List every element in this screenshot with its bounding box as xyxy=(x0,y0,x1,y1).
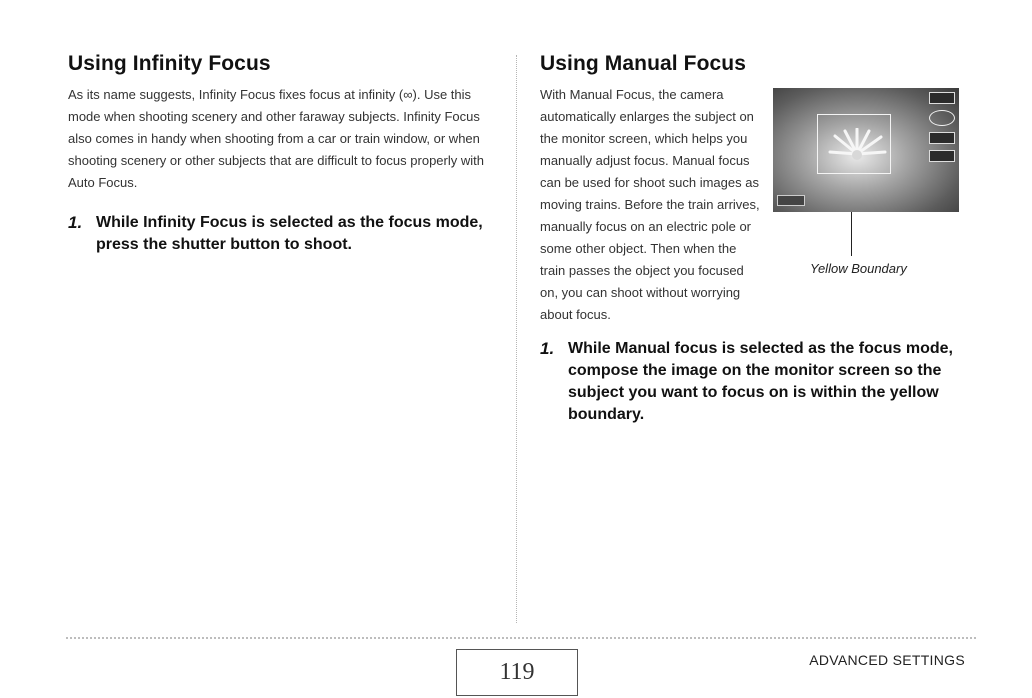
focus-mode-icon xyxy=(929,110,955,126)
infinity-focus-heading: Using Infinity Focus xyxy=(68,52,271,75)
monitor-screen-image xyxy=(773,88,959,212)
mode-icon xyxy=(929,92,955,104)
manual-focus-step xyxy=(540,338,980,426)
camera-status-icons xyxy=(929,92,955,168)
step-number: 1. xyxy=(540,339,555,358)
step-number: 1. xyxy=(68,213,83,232)
iso-icon xyxy=(929,132,955,144)
battery-icon xyxy=(777,195,805,206)
manual-focus-heading: Using Manual Focus xyxy=(540,52,746,75)
flower-subject xyxy=(827,128,887,164)
section-name: ADVANCED SETTINGS xyxy=(809,652,965,668)
step-text: While Infinity Focus is selected as the focus mode, press the shutter button to shoot. xyxy=(96,214,483,253)
infinity-focus-paragraph: As its name suggests, Infinity Focus fixes focus at infinity (∞). Use this mode when shooting scenery and other faraway subjects. Infinity Focus also comes in handy when shooting from a car or train window, or when shooting scenery or other subjects that are difficult to focus properly with Auto Focus. xyxy=(68,87,484,190)
figure-caption: Yellow Boundary xyxy=(810,261,907,276)
column-divider xyxy=(516,55,517,623)
left-column xyxy=(68,52,498,256)
manual-focus-paragraph: With Manual Focus, the camera automatically enlarges the subject on the monitor screen, which helps you manually adjust focus. Manual focus can be used for shoot such images as moving trains. Before the train arrives, manually focus on an electric pole or some other object. Then when the train passes the object you focused on, you can shoot without worrying about focus. xyxy=(540,87,760,322)
step-text: While Manual focus is selected as the focus mode, compose the image on the monitor screen so the subject you want to focus on is within the yellow boundary. xyxy=(568,340,953,423)
caption-leader-line xyxy=(851,212,852,256)
exposure-icon xyxy=(929,150,955,162)
footer-divider xyxy=(66,637,976,639)
page-number: 119 xyxy=(456,649,578,696)
infinity-focus-step xyxy=(68,212,498,256)
